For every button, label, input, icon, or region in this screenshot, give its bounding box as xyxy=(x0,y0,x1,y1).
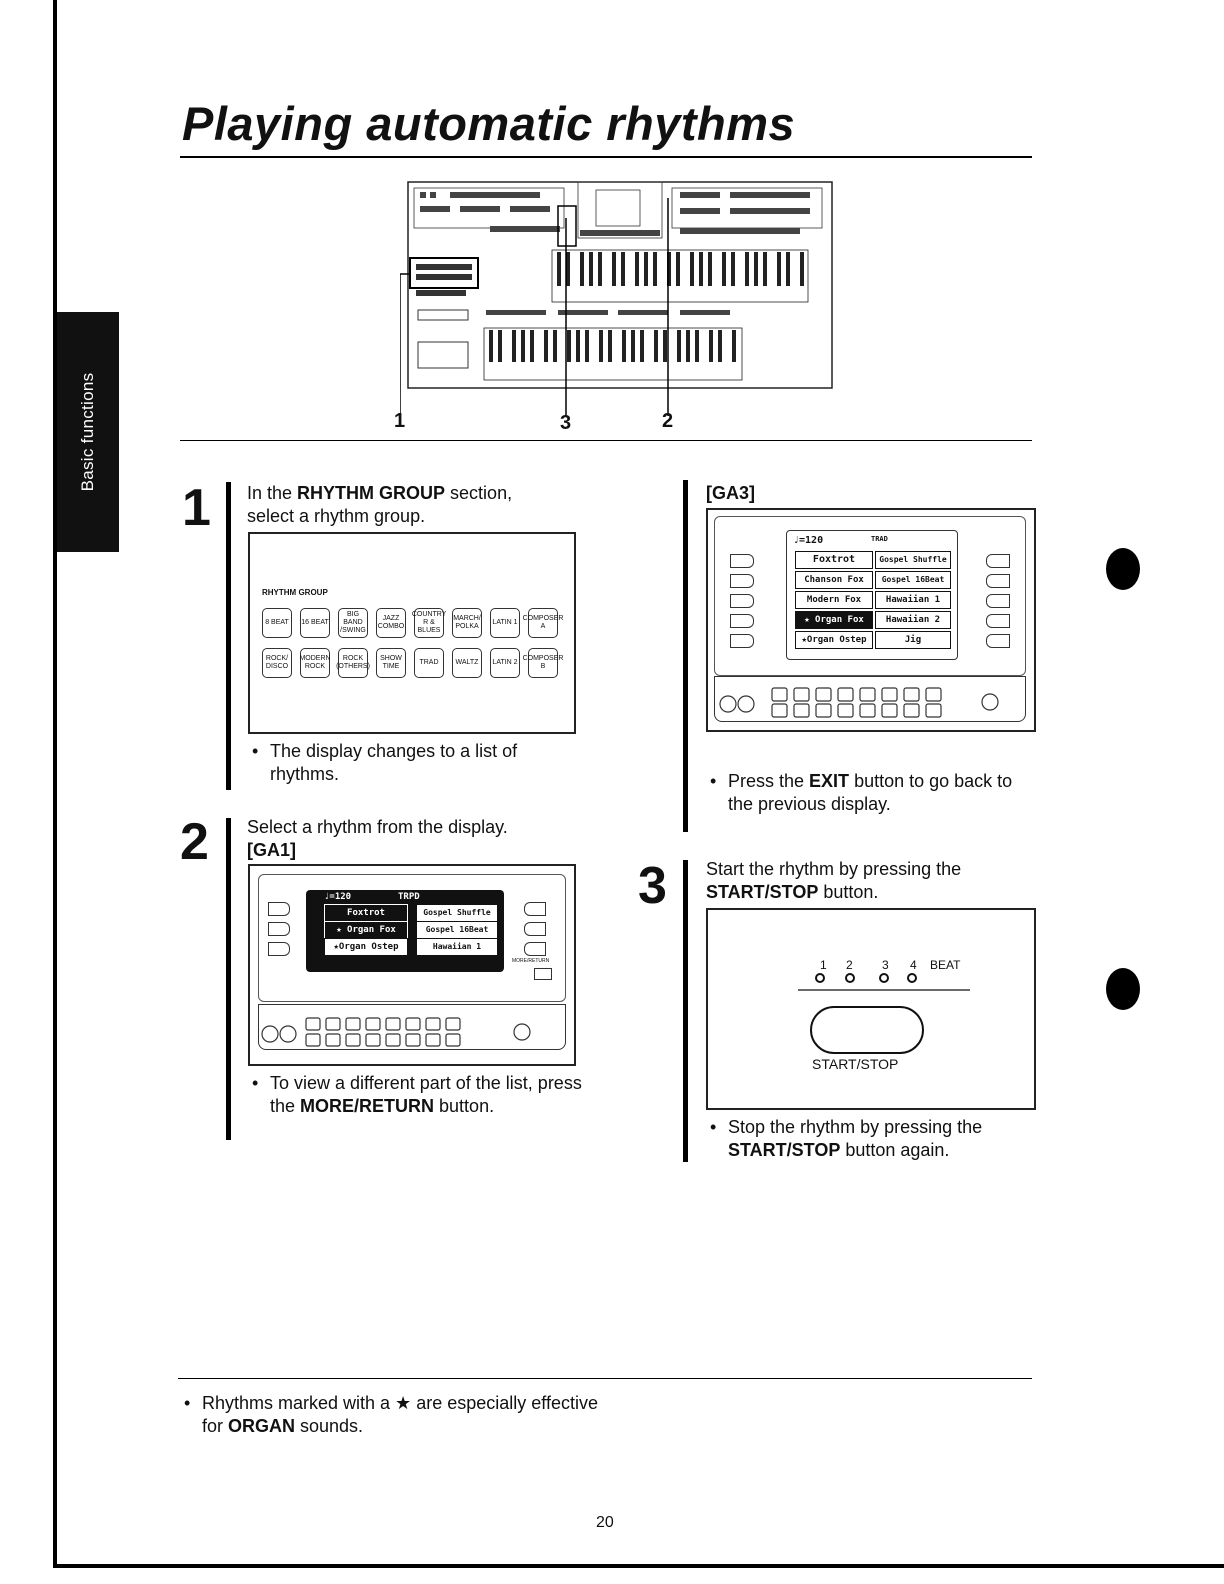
rhythm-btn-latin1[interactable]: LATIN 1 xyxy=(490,608,520,638)
step-1-text: In the RHYTHM GROUP section, select a rhythm group. xyxy=(247,483,513,526)
rhythm-btn-composer-b[interactable]: COMPOSER B xyxy=(528,648,558,678)
start-stop-label: START/STOP xyxy=(812,1056,899,1072)
rhythm-group-panel xyxy=(248,532,576,734)
ga3-code: [GA3] xyxy=(706,483,755,503)
ga1-rhythm-right-2[interactable]: Gospel 16Beat xyxy=(416,921,498,939)
beat-2-lamp xyxy=(846,974,854,982)
rhythm-btn-country[interactable]: COUNTRY R & BLUES xyxy=(414,608,444,638)
illustration-rule xyxy=(180,440,1032,441)
beat-2-label: 2 xyxy=(846,958,853,972)
ga3-rhythm-right-1[interactable]: Gospel Shuffle xyxy=(875,551,951,569)
rhythm-btn-waltz[interactable]: WALTZ xyxy=(452,648,482,678)
start-stop-panel xyxy=(706,908,1036,1110)
beat-label: BEAT xyxy=(930,958,961,972)
ga1-group: TRPD xyxy=(398,892,420,902)
page-number: 20 xyxy=(596,1514,614,1531)
callout-1: 1 xyxy=(394,410,406,432)
ga3-display-panel xyxy=(706,508,1036,732)
step-2-text: Select a rhythm from the display. [GA1] xyxy=(247,817,508,860)
ga1-lcd xyxy=(306,890,504,972)
right-select-button-2[interactable] xyxy=(524,922,546,936)
more-return-button[interactable] xyxy=(534,968,552,980)
ga3-rhythm-left-3[interactable]: Modern Fox xyxy=(795,591,873,609)
beat-3-lamp xyxy=(880,974,888,982)
ga3-tempo: ♩=120 xyxy=(793,535,824,546)
ga3-rhythm-right-3[interactable]: Hawaiian 1 xyxy=(875,591,951,609)
section-tab-label: Basic functions xyxy=(78,372,97,492)
ga3-rhythm-left-1[interactable]: Foxtrot xyxy=(795,551,873,569)
ga3-rhythm-left-5[interactable]: ★Organ Ostep xyxy=(795,631,873,649)
start-stop-button[interactable] xyxy=(810,1006,924,1054)
ga1-tempo: ♩=120 xyxy=(324,892,352,902)
rhythm-btn-rock-others[interactable]: ROCK (OTHERS) xyxy=(338,648,368,678)
ga3-right-button-1[interactable] xyxy=(986,554,1010,568)
ga3-right-button-2[interactable] xyxy=(986,574,1010,588)
beat-1-lamp xyxy=(816,974,824,982)
ga3-right-button-3[interactable] xyxy=(986,594,1010,608)
rhythm-btn-rock-disco[interactable]: ROCK/ DISCO xyxy=(262,648,292,678)
step-1-bullet: • The display changes to a list of rhythms. xyxy=(248,740,590,786)
rhythm-btn-modern-rock[interactable]: MODERN ROCK xyxy=(300,648,330,678)
ga3-right-button-5[interactable] xyxy=(986,634,1010,648)
right-select-button-3[interactable] xyxy=(524,942,546,956)
step-3-bar xyxy=(683,860,688,1162)
callout-3: 3 xyxy=(560,412,572,434)
footer-note: • Rhythms marked with a ★ are especially effective for ORGAN sounds. xyxy=(180,1392,602,1438)
beat-4-label: 4 xyxy=(910,958,917,972)
rhythm-btn-8beat[interactable]: 8 BEAT xyxy=(262,608,292,638)
ga3-left-button-4[interactable] xyxy=(730,614,754,628)
section-tab xyxy=(57,312,119,552)
step-1-number: 1 xyxy=(182,479,211,537)
ga3-button-row xyxy=(716,682,1022,722)
rhythm-btn-composer-a[interactable]: COMPOSER A xyxy=(528,608,558,638)
ga3-rhythm-right-2[interactable]: Gospel 16Beat xyxy=(875,571,951,589)
beat-4-lamp xyxy=(908,974,916,982)
more-return-label: MORE/RETURN xyxy=(512,958,550,964)
rhythm-btn-trad[interactable]: TRAD xyxy=(414,648,444,678)
ga3-left-button-3[interactable] xyxy=(730,594,754,608)
step-3-text: Start the rhythm by pressing the START/STOP button. xyxy=(706,859,962,902)
ga1-rhythm-left-1[interactable]: Foxtrot xyxy=(324,904,408,922)
left-select-button-1[interactable] xyxy=(268,902,290,916)
step-3-number: 3 xyxy=(638,857,667,915)
ga3-bullet: • Press the EXIT button to go back to the previous display. xyxy=(706,770,1038,816)
page-title: Playing automatic rhythms xyxy=(182,97,796,150)
right-select-button-1[interactable] xyxy=(524,902,546,916)
title-rule xyxy=(180,156,1032,158)
ga3-left-button-2[interactable] xyxy=(730,574,754,588)
step-2-bullet: • To view a different part of the list, press the MORE/RETURN button. xyxy=(248,1072,590,1118)
ga3-lcd xyxy=(786,530,958,660)
ga3-group: TRAD xyxy=(871,535,888,543)
rhythm-btn-march[interactable]: MARCH/ POLKA xyxy=(452,608,482,638)
ga1-button-row xyxy=(260,1012,560,1048)
ga3-rhythm-left-4[interactable]: ★ Organ Fox xyxy=(795,611,873,629)
rhythm-btn-bigband[interactable]: BIG BAND /SWING xyxy=(338,608,368,638)
rhythm-group-label: RHYTHM GROUP xyxy=(262,588,328,597)
beat-1-label: 1 xyxy=(820,958,827,972)
ga3-left-button-1[interactable] xyxy=(730,554,754,568)
footer-rule xyxy=(178,1378,1032,1379)
ga3-rhythm-right-4[interactable]: Hawaiian 2 xyxy=(875,611,951,629)
step-3-bullet: • Stop the rhythm by pressing the START/STOP button again. xyxy=(706,1116,1048,1162)
rhythm-btn-showtime[interactable]: SHOW TIME xyxy=(376,648,406,678)
ga1-rhythm-right-3[interactable]: Hawaiian 1 xyxy=(416,938,498,956)
ga3-right-button-4[interactable] xyxy=(986,614,1010,628)
ga1-rhythm-left-2[interactable]: ★ Organ Fox xyxy=(324,921,408,939)
step-2-bar xyxy=(226,818,231,1140)
page-frame-left xyxy=(53,0,57,1568)
beat-3-label: 3 xyxy=(882,958,889,972)
beat-indicators xyxy=(798,970,978,994)
step-2-number: 2 xyxy=(180,813,209,871)
callout-2: 2 xyxy=(662,410,674,432)
ga3-rhythm-left-2[interactable]: Chanson Fox xyxy=(795,571,873,589)
ga3-rhythm-right-5[interactable]: Jig xyxy=(875,631,951,649)
left-select-button-3[interactable] xyxy=(268,942,290,956)
rhythm-btn-latin2[interactable]: LATIN 2 xyxy=(490,648,520,678)
left-select-button-2[interactable] xyxy=(268,922,290,936)
margin-dot-1 xyxy=(1106,548,1140,590)
ga3-left-button-5[interactable] xyxy=(730,634,754,648)
margin-dot-2 xyxy=(1106,968,1140,1010)
ga1-display-panel xyxy=(248,864,576,1066)
ga1-rhythm-left-3[interactable]: ★Organ Ostep xyxy=(324,938,408,956)
rhythm-btn-16beat[interactable]: 16 BEAT xyxy=(300,608,330,638)
rhythm-btn-jazz[interactable]: JAZZ COMBO xyxy=(376,608,406,638)
ga3-bar xyxy=(683,480,688,832)
keyboard-illustration xyxy=(400,178,840,438)
page-frame-bottom xyxy=(53,1564,1224,1568)
step-1-bar xyxy=(226,482,231,790)
ga1-rhythm-right-1[interactable]: Gospel Shuffle xyxy=(416,904,498,922)
